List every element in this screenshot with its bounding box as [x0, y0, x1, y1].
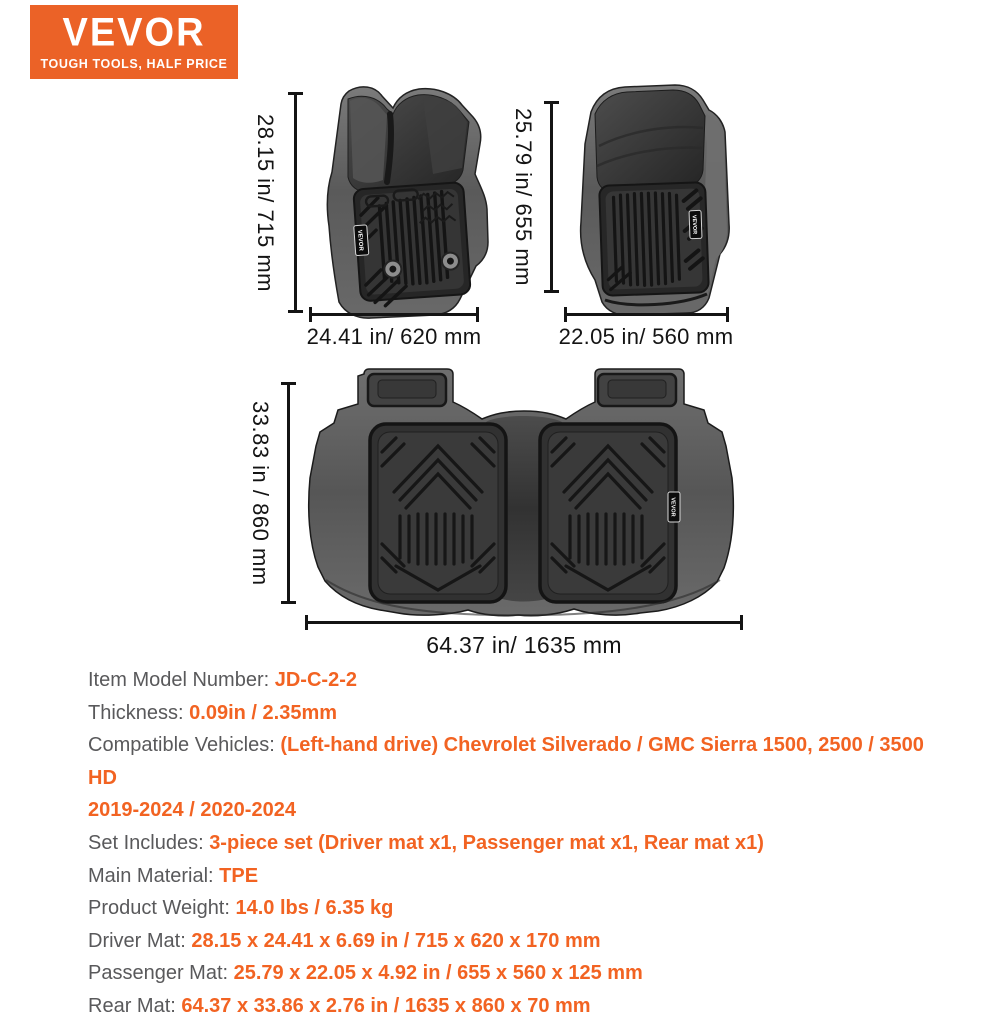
spec-value: 64.37 x 33.86 x 2.76 in / 1635 x 860 x 70 mm [181, 994, 591, 1017]
brand-tagline: TOUGH TOOLS, HALF PRICE [40, 56, 228, 71]
spec-value: 14.0 lbs / 6.35 kg [235, 897, 394, 920]
spec-label: Item Model Number: [88, 669, 275, 691]
passenger-mat-height-dimension-line [550, 101, 553, 293]
driver-mat-hook-right [441, 252, 459, 270]
svg-text:VEVOR: VEVOR [356, 229, 364, 252]
passenger-mat-width-dimension-line [564, 313, 729, 316]
passenger-mat-illustration [557, 84, 735, 316]
spec-value: JD-C-2-2 [274, 669, 357, 691]
spec-row-main-material [88, 860, 946, 893]
driver-mat-illustration [303, 84, 493, 322]
driver-mat-left-facet [350, 98, 387, 183]
spec-list [88, 664, 946, 1023]
spec-value: TPE [219, 864, 259, 887]
spec-label: Thickness: [88, 701, 190, 724]
rear-mat-illustration [296, 366, 751, 626]
passenger-mat-vevor-badge [689, 210, 702, 238]
spec-value: 3-piece set (Driver mat x1, Passenger mat x1, Rear mat x1) [209, 831, 764, 854]
svg-text:VEVOR: VEVOR [669, 497, 676, 517]
driver-mat-vevor-badge [354, 225, 369, 256]
spec-value-line2: 2019-2024 / 2020-2024 [88, 799, 296, 822]
driver-mat-hook-left [384, 260, 402, 278]
spec-row-set-includes [88, 827, 946, 860]
brand-name: VEVOR [62, 10, 206, 55]
spec-row-thickness [88, 697, 946, 730]
driver-mat-height-dimension-line [294, 92, 297, 313]
spec-label: Main Material: [88, 864, 220, 887]
vevor-logo [30, 5, 238, 79]
rear-mat-width-label: 64.37 in/ 1635 mm [426, 632, 622, 658]
rear-mat-height-dimension-line [287, 382, 290, 604]
spec-value: 25.79 x 22.05 x 4.92 in / 655 x 560 x 125 mm [233, 962, 643, 985]
spec-label: Passenger Mat: [88, 962, 234, 985]
passenger-mat-height-label: 25.79 in/ 655 mm [511, 108, 536, 286]
spec-value: (Left-hand drive) Chevrolet Silverado / GMC Sierra 1500, 2500 / 3500 HD [88, 734, 924, 789]
spec-label: Rear Mat: [88, 994, 182, 1017]
spec-row-compatible-vehicles [88, 729, 946, 827]
spec-label: Compatible Vehicles: [88, 734, 281, 757]
rear-mat-left-footwell [370, 424, 506, 602]
rear-mat-height-label: 33.83 in / 860 mm [248, 400, 273, 586]
spec-value: 28.15 x 24.41 x 6.69 in / 715 x 620 x 170 mm [191, 929, 601, 952]
driver-mat-width-dimension-line [309, 313, 479, 316]
rear-mat-seat-tab-right [598, 374, 676, 406]
driver-mat-height-label: 28.15 in/ 715 mm [253, 113, 278, 292]
svg-text:VEVOR: VEVOR [690, 214, 698, 235]
rear-mat-vevor-badge [668, 492, 680, 522]
rear-mat-seat-tab-left [368, 374, 446, 406]
rear-mat-right-footwell [540, 424, 676, 602]
spec-row-model-number [88, 664, 946, 697]
spec-label: Set Includes: [88, 831, 210, 854]
spec-label: Driver Mat: [88, 929, 192, 952]
rear-mat-width-dimension-line [305, 621, 743, 624]
spec-row-driver-mat [88, 925, 946, 958]
spec-value: 0.09in / 2.35mm [189, 701, 338, 724]
passenger-mat-width-label: 22.05 in/ 560 mm [558, 324, 734, 349]
spec-row-product-weight [88, 892, 946, 925]
spec-row-passenger-mat [88, 957, 946, 990]
spec-row-rear-mat [88, 990, 946, 1023]
driver-mat-width-label: 24.41 in/ 620 mm [306, 324, 482, 349]
spec-label: Product Weight: [88, 897, 236, 920]
